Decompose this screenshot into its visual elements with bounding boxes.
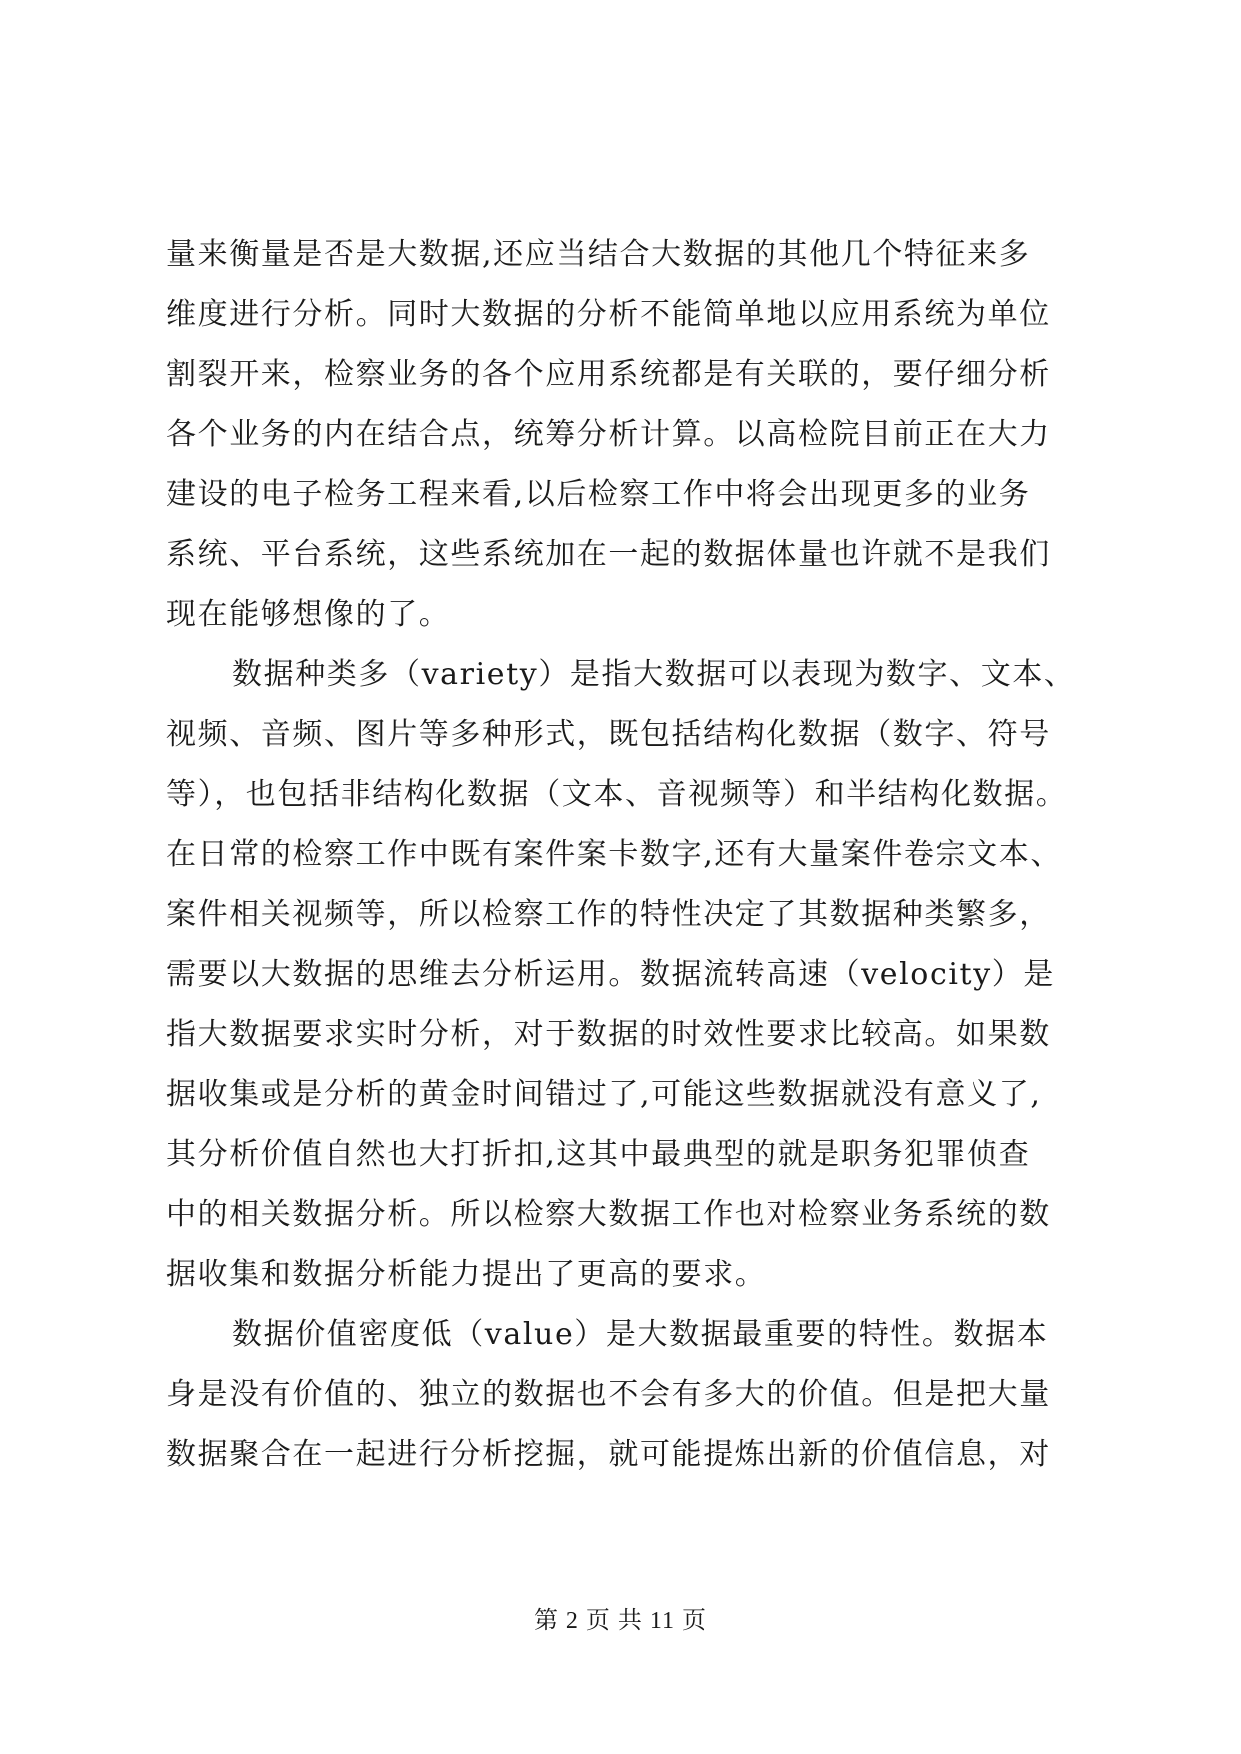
text-line: 割裂开来，检察业务的各个应用系统都是有关联的，要仔细分析	[166, 357, 1051, 392]
text-line: 各个业务的内在结合点，统筹分析计算。以高检院目前正在大力	[166, 417, 1051, 452]
text-line: 系统、平台系统，这些系统加在一起的数据体量也许就不是我们	[166, 537, 1051, 572]
text-line: 其分析价值自然也大打折扣,这其中最典型的就是职务犯罪侦查	[166, 1137, 1031, 1172]
text-line: 等），也包括非结构化数据（文本、音视频等）和半结构化数据。	[166, 777, 1068, 812]
text-line: 视频、音频、图片等多种形式，既包括结构化数据（数字、符号	[166, 717, 1051, 752]
text-line: 量来衡量是否是大数据,还应当结合大数据的其他几个特征来多	[166, 237, 1031, 272]
text-line: 案件相关视频等，所以检察工作的特性决定了其数据种类繁多，	[166, 897, 1051, 932]
text-line: 身是没有价值的、独立的数据也不会有多大的价值。但是把大量	[166, 1377, 1051, 1412]
page-number-footer: 第 2 页 共 11 页	[533, 1608, 708, 1634]
body-text	[166, 225, 1076, 1485]
text-line: 在日常的检察工作中既有案件案卡数字,还有大量案件卷宗文本、	[166, 837, 1062, 872]
text-line: 建设的电子检务工程来看,以后检察工作中将会出现更多的业务	[166, 477, 1031, 512]
paragraph-start-line: 数据价值密度低（value）是大数据最重要的特性。数据本	[232, 1317, 1049, 1352]
text-line: 据收集或是分析的黄金时间错过了,可能这些数据就没有意义了,	[166, 1077, 1042, 1112]
text-line: 数据聚合在一起进行分析挖掘，就可能提炼出新的价值信息，对	[166, 1437, 1051, 1472]
text-line: 中的相关数据分析。所以检察大数据工作也对检察业务系统的数	[166, 1197, 1051, 1232]
text-line: 据收集和数据分析能力提出了更高的要求。	[166, 1257, 767, 1292]
text-line: 现在能够想像的了。	[166, 597, 451, 632]
text-line: 需要以大数据的思维去分析运用。数据流转高速（velocity）是	[166, 957, 1055, 992]
text-line: 指大数据要求实时分析，对于数据的时效性要求比较高。如果数	[166, 1017, 1051, 1052]
paragraph-start-line: 数据种类多（variety）是指大数据可以表现为数字、文本、	[232, 657, 1076, 692]
text-line: 维度进行分析。同时大数据的分析不能简单地以应用系统为单位	[166, 297, 1051, 332]
